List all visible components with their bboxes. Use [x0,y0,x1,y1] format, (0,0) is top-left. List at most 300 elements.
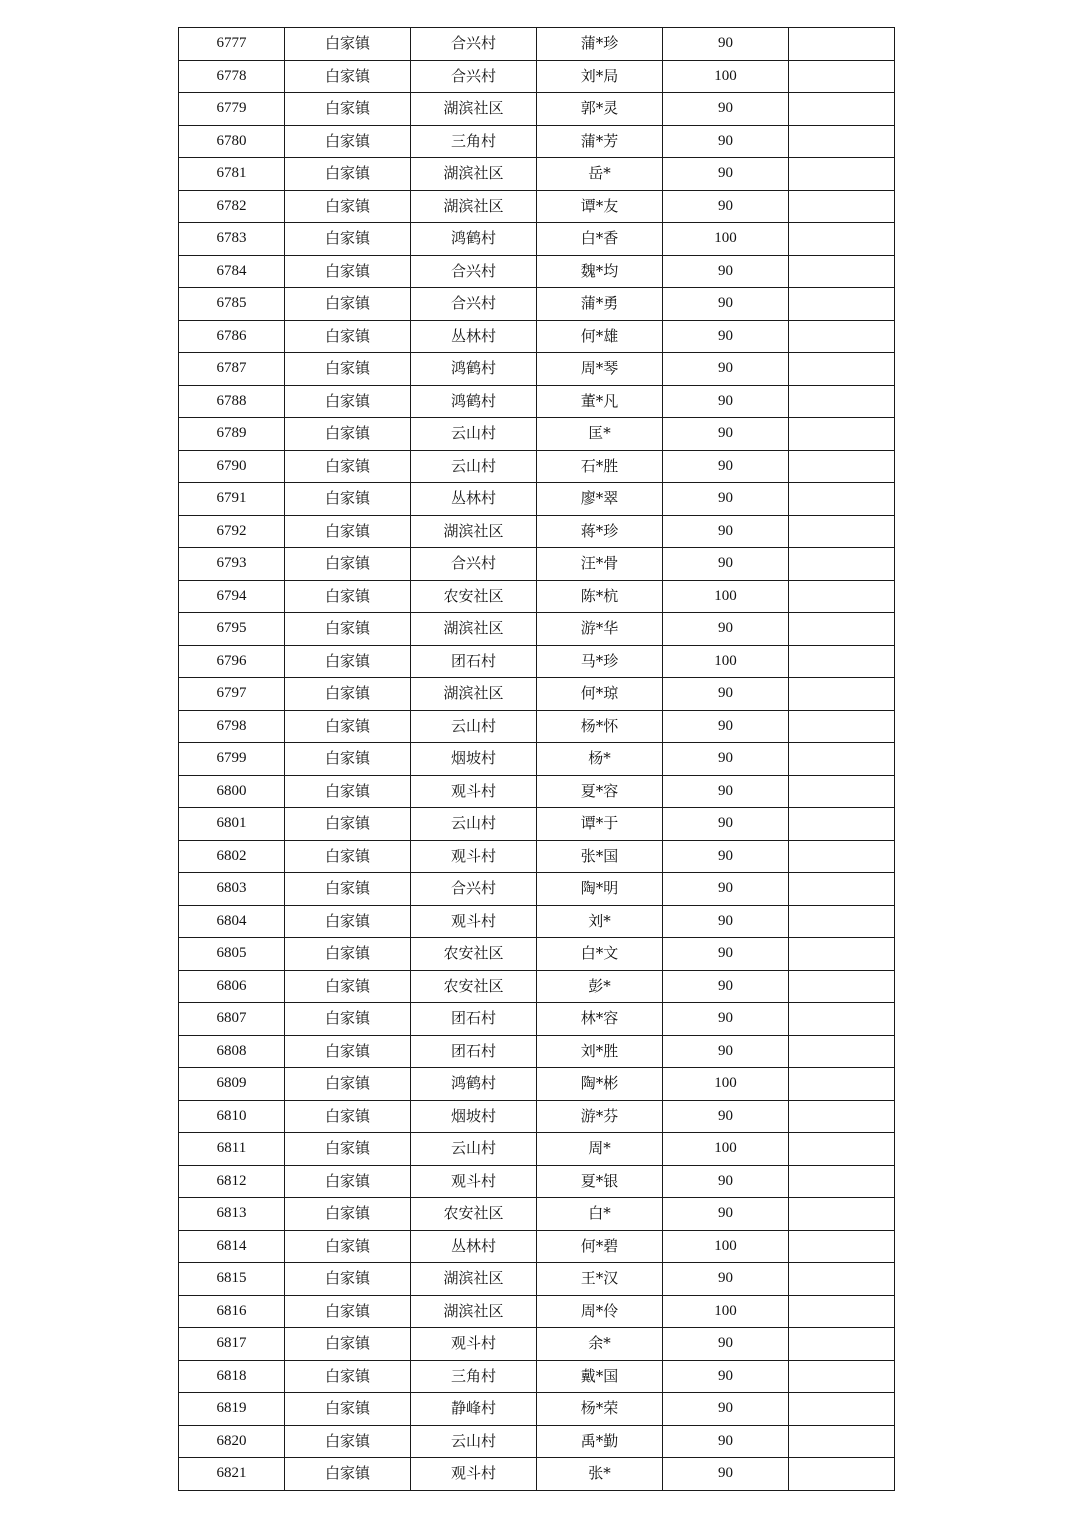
cell-town: 白家镇 [285,190,411,223]
cell-person-name: 岳* [537,158,663,191]
cell-person-name: 魏*均 [537,255,663,288]
cell-town: 白家镇 [285,938,411,971]
cell-note [789,1133,895,1166]
cell-serial-number: 6797 [179,678,285,711]
cell-village: 湖滨社区 [411,158,537,191]
cell-village: 云山村 [411,418,537,451]
cell-score: 90 [663,1003,789,1036]
cell-town: 白家镇 [285,320,411,353]
cell-score: 100 [663,1295,789,1328]
cell-score: 90 [663,483,789,516]
cell-town: 白家镇 [285,840,411,873]
cell-village: 合兴村 [411,255,537,288]
cell-note [789,905,895,938]
cell-person-name: 刘*局 [537,60,663,93]
cell-village: 丛林村 [411,320,537,353]
cell-serial-number: 6815 [179,1263,285,1296]
cell-person-name: 蒲*芳 [537,125,663,158]
table-row [179,385,895,418]
cell-note [789,710,895,743]
cell-note [789,483,895,516]
cell-village: 烟坡村 [411,1100,537,1133]
cell-serial-number: 6818 [179,1360,285,1393]
cell-town: 白家镇 [285,1133,411,1166]
cell-serial-number: 6801 [179,808,285,841]
cell-village: 烟坡村 [411,743,537,776]
cell-village: 鸿鹤村 [411,385,537,418]
cell-serial-number: 6806 [179,970,285,1003]
cell-note [789,1458,895,1491]
cell-note [789,320,895,353]
cell-score: 90 [663,613,789,646]
cell-person-name: 周* [537,1133,663,1166]
table-row [179,743,895,776]
cell-person-name: 汪*骨 [537,548,663,581]
cell-village: 观斗村 [411,1458,537,1491]
cell-village: 云山村 [411,1133,537,1166]
cell-serial-number: 6808 [179,1035,285,1068]
cell-serial-number: 6792 [179,515,285,548]
table-row [179,60,895,93]
table-row [179,808,895,841]
cell-serial-number: 6813 [179,1198,285,1231]
table-row [179,28,895,61]
cell-person-name: 周*伶 [537,1295,663,1328]
table-row [179,190,895,223]
cell-town: 白家镇 [285,93,411,126]
cell-village: 农安社区 [411,580,537,613]
table-row [179,710,895,743]
cell-note [789,1360,895,1393]
cell-score: 90 [663,873,789,906]
table-row [179,1263,895,1296]
cell-serial-number: 6819 [179,1393,285,1426]
table-row [179,1360,895,1393]
cell-note [789,385,895,418]
cell-town: 白家镇 [285,970,411,1003]
table-row [179,1068,895,1101]
cell-serial-number: 6802 [179,840,285,873]
cell-note [789,418,895,451]
cell-person-name: 匡* [537,418,663,451]
cell-person-name: 何*琼 [537,678,663,711]
cell-score: 90 [663,970,789,1003]
cell-town: 白家镇 [285,288,411,321]
cell-person-name: 陶*明 [537,873,663,906]
table-row [179,483,895,516]
cell-note [789,548,895,581]
cell-town: 白家镇 [285,775,411,808]
cell-score: 90 [663,28,789,61]
cell-person-name: 杨*怀 [537,710,663,743]
cell-person-name: 白*文 [537,938,663,971]
cell-person-name: 周*琴 [537,353,663,386]
cell-serial-number: 6812 [179,1165,285,1198]
cell-village: 观斗村 [411,840,537,873]
table-row [179,1230,895,1263]
cell-town: 白家镇 [285,1458,411,1491]
cell-town: 白家镇 [285,1003,411,1036]
cell-village: 湖滨社区 [411,613,537,646]
cell-score: 90 [663,320,789,353]
cell-town: 白家镇 [285,645,411,678]
cell-serial-number: 6785 [179,288,285,321]
cell-town: 白家镇 [285,873,411,906]
cell-score: 90 [663,190,789,223]
table-row [179,255,895,288]
table-row [179,1198,895,1231]
cell-score: 90 [663,905,789,938]
cell-note [789,613,895,646]
table-row [179,1328,895,1361]
cell-town: 白家镇 [285,1328,411,1361]
cell-serial-number: 6807 [179,1003,285,1036]
table-row [179,1393,895,1426]
cell-note [789,1068,895,1101]
cell-village: 湖滨社区 [411,1263,537,1296]
cell-person-name: 蒲*珍 [537,28,663,61]
table-row [179,1100,895,1133]
cell-note [789,1198,895,1231]
cell-town: 白家镇 [285,385,411,418]
cell-village: 观斗村 [411,1165,537,1198]
cell-score: 90 [663,1458,789,1491]
cell-serial-number: 6790 [179,450,285,483]
cell-village: 鸿鹤村 [411,223,537,256]
cell-score: 90 [663,353,789,386]
cell-village: 静峰村 [411,1393,537,1426]
cell-village: 鸿鹤村 [411,353,537,386]
cell-note [789,1295,895,1328]
table-row [179,873,895,906]
cell-serial-number: 6821 [179,1458,285,1491]
cell-person-name: 夏*容 [537,775,663,808]
cell-person-name: 郭*灵 [537,93,663,126]
cell-person-name: 余* [537,1328,663,1361]
cell-serial-number: 6809 [179,1068,285,1101]
table-row [179,613,895,646]
cell-person-name: 彭* [537,970,663,1003]
cell-score: 100 [663,223,789,256]
cell-note [789,158,895,191]
cell-score: 90 [663,255,789,288]
cell-score: 90 [663,450,789,483]
cell-person-name: 游*华 [537,613,663,646]
cell-serial-number: 6816 [179,1295,285,1328]
cell-serial-number: 6779 [179,93,285,126]
table-row [179,905,895,938]
cell-person-name: 廖*翠 [537,483,663,516]
cell-serial-number: 6777 [179,28,285,61]
cell-serial-number: 6793 [179,548,285,581]
cell-note [789,645,895,678]
table-row [179,1425,895,1458]
cell-serial-number: 6795 [179,613,285,646]
table-row [179,548,895,581]
cell-note [789,1230,895,1263]
cell-person-name: 张*国 [537,840,663,873]
table-row [179,678,895,711]
cell-score: 90 [663,1100,789,1133]
cell-person-name: 谭*于 [537,808,663,841]
table-row [179,288,895,321]
cell-village: 团石村 [411,645,537,678]
table-row [179,1035,895,1068]
cell-score: 100 [663,1068,789,1101]
cell-note [789,28,895,61]
cell-note [789,1035,895,1068]
cell-serial-number: 6791 [179,483,285,516]
cell-town: 白家镇 [285,548,411,581]
cell-note [789,775,895,808]
cell-village: 丛林村 [411,483,537,516]
cell-village: 观斗村 [411,905,537,938]
cell-town: 白家镇 [285,580,411,613]
cell-person-name: 白*香 [537,223,663,256]
cell-score: 100 [663,1230,789,1263]
cell-score: 90 [663,418,789,451]
table-row [179,1458,895,1491]
table-row [179,938,895,971]
cell-village: 云山村 [411,450,537,483]
cell-score: 100 [663,580,789,613]
cell-village: 团石村 [411,1003,537,1036]
cell-note [789,1393,895,1426]
cell-person-name: 杨*荣 [537,1393,663,1426]
cell-person-name: 张* [537,1458,663,1491]
cell-village: 合兴村 [411,873,537,906]
cell-village: 湖滨社区 [411,93,537,126]
cell-town: 白家镇 [285,158,411,191]
cell-serial-number: 6784 [179,255,285,288]
cell-person-name: 陶*彬 [537,1068,663,1101]
table-row [179,223,895,256]
cell-note [789,808,895,841]
cell-person-name: 白* [537,1198,663,1231]
cell-town: 白家镇 [285,808,411,841]
cell-serial-number: 6796 [179,645,285,678]
cell-person-name: 何*雄 [537,320,663,353]
cell-town: 白家镇 [285,1393,411,1426]
table-row [179,1295,895,1328]
cell-serial-number: 6794 [179,580,285,613]
cell-village: 云山村 [411,1425,537,1458]
cell-town: 白家镇 [285,223,411,256]
cell-note [789,353,895,386]
cell-village: 农安社区 [411,938,537,971]
cell-town: 白家镇 [285,483,411,516]
cell-score: 90 [663,743,789,776]
cell-score: 90 [663,1360,789,1393]
cell-town: 白家镇 [285,678,411,711]
cell-note [789,515,895,548]
table-row [179,1133,895,1166]
cell-note [789,1328,895,1361]
cell-town: 白家镇 [285,1263,411,1296]
cell-town: 白家镇 [285,1230,411,1263]
cell-village: 合兴村 [411,288,537,321]
cell-town: 白家镇 [285,905,411,938]
cell-note [789,840,895,873]
cell-person-name: 石*胜 [537,450,663,483]
cell-serial-number: 6810 [179,1100,285,1133]
cell-town: 白家镇 [285,1295,411,1328]
cell-village: 云山村 [411,710,537,743]
table-row [179,645,895,678]
cell-score: 90 [663,1165,789,1198]
table-row [179,775,895,808]
cell-score: 90 [663,1263,789,1296]
cell-score: 90 [663,678,789,711]
cell-village: 湖滨社区 [411,515,537,548]
cell-town: 白家镇 [285,1360,411,1393]
cell-serial-number: 6786 [179,320,285,353]
cell-village: 农安社区 [411,1198,537,1231]
cell-note [789,93,895,126]
cell-person-name: 谭*友 [537,190,663,223]
cell-town: 白家镇 [285,255,411,288]
table-row [179,418,895,451]
cell-town: 白家镇 [285,515,411,548]
cell-serial-number: 6811 [179,1133,285,1166]
cell-town: 白家镇 [285,1165,411,1198]
data-table [178,27,895,1491]
cell-serial-number: 6783 [179,223,285,256]
cell-score: 90 [663,775,789,808]
cell-town: 白家镇 [285,1198,411,1231]
cell-score: 90 [663,515,789,548]
cell-score: 100 [663,645,789,678]
cell-note [789,743,895,776]
cell-note [789,1165,895,1198]
cell-serial-number: 6798 [179,710,285,743]
table-row [179,515,895,548]
cell-note [789,450,895,483]
cell-town: 白家镇 [285,1425,411,1458]
cell-person-name: 何*碧 [537,1230,663,1263]
cell-score: 90 [663,1425,789,1458]
cell-village: 湖滨社区 [411,190,537,223]
cell-note [789,125,895,158]
cell-score: 90 [663,938,789,971]
cell-person-name: 董*凡 [537,385,663,418]
cell-person-name: 禹*勤 [537,1425,663,1458]
table-row [179,450,895,483]
cell-village: 团石村 [411,1035,537,1068]
cell-person-name: 蒋*珍 [537,515,663,548]
cell-village: 合兴村 [411,548,537,581]
cell-serial-number: 6789 [179,418,285,451]
cell-note [789,678,895,711]
cell-serial-number: 6787 [179,353,285,386]
table-row [179,580,895,613]
cell-score: 90 [663,1035,789,1068]
cell-score: 90 [663,840,789,873]
cell-person-name: 林*容 [537,1003,663,1036]
cell-serial-number: 6782 [179,190,285,223]
cell-serial-number: 6778 [179,60,285,93]
cell-person-name: 刘*胜 [537,1035,663,1068]
cell-town: 白家镇 [285,418,411,451]
cell-note [789,873,895,906]
cell-score: 90 [663,808,789,841]
cell-score: 90 [663,385,789,418]
cell-town: 白家镇 [285,60,411,93]
cell-serial-number: 6781 [179,158,285,191]
cell-town: 白家镇 [285,450,411,483]
cell-note [789,1100,895,1133]
cell-person-name: 戴*国 [537,1360,663,1393]
cell-village: 观斗村 [411,775,537,808]
cell-note [789,1263,895,1296]
cell-score: 100 [663,60,789,93]
table-row [179,970,895,1003]
cell-town: 白家镇 [285,1035,411,1068]
cell-note [789,938,895,971]
table-row [179,1003,895,1036]
cell-person-name: 夏*银 [537,1165,663,1198]
cell-person-name: 蒲*勇 [537,288,663,321]
cell-village: 云山村 [411,808,537,841]
cell-note [789,60,895,93]
cell-town: 白家镇 [285,28,411,61]
cell-score: 90 [663,158,789,191]
table-row [179,158,895,191]
cell-village: 三角村 [411,125,537,158]
cell-note [789,1425,895,1458]
cell-score: 90 [663,1198,789,1231]
cell-score: 90 [663,710,789,743]
cell-serial-number: 6804 [179,905,285,938]
cell-serial-number: 6820 [179,1425,285,1458]
cell-village: 三角村 [411,1360,537,1393]
cell-score: 90 [663,1393,789,1426]
cell-score: 90 [663,93,789,126]
table-row [179,840,895,873]
cell-village: 鸿鹤村 [411,1068,537,1101]
cell-person-name: 陈*杭 [537,580,663,613]
cell-village: 湖滨社区 [411,678,537,711]
cell-serial-number: 6817 [179,1328,285,1361]
table-row [179,320,895,353]
cell-person-name: 游*芬 [537,1100,663,1133]
cell-town: 白家镇 [285,125,411,158]
cell-note [789,255,895,288]
cell-serial-number: 6780 [179,125,285,158]
cell-person-name: 马*珍 [537,645,663,678]
cell-town: 白家镇 [285,613,411,646]
cell-score: 90 [663,1328,789,1361]
table-row [179,1165,895,1198]
cell-village: 合兴村 [411,28,537,61]
cell-town: 白家镇 [285,1100,411,1133]
cell-village: 丛林村 [411,1230,537,1263]
cell-town: 白家镇 [285,1068,411,1101]
cell-note [789,288,895,321]
cell-serial-number: 6799 [179,743,285,776]
cell-serial-number: 6814 [179,1230,285,1263]
cell-town: 白家镇 [285,743,411,776]
cell-serial-number: 6788 [179,385,285,418]
cell-serial-number: 6800 [179,775,285,808]
cell-score: 90 [663,288,789,321]
cell-person-name: 王*汉 [537,1263,663,1296]
cell-score: 100 [663,1133,789,1166]
cell-person-name: 刘* [537,905,663,938]
table-row [179,125,895,158]
cell-village: 湖滨社区 [411,1295,537,1328]
cell-village: 合兴村 [411,60,537,93]
